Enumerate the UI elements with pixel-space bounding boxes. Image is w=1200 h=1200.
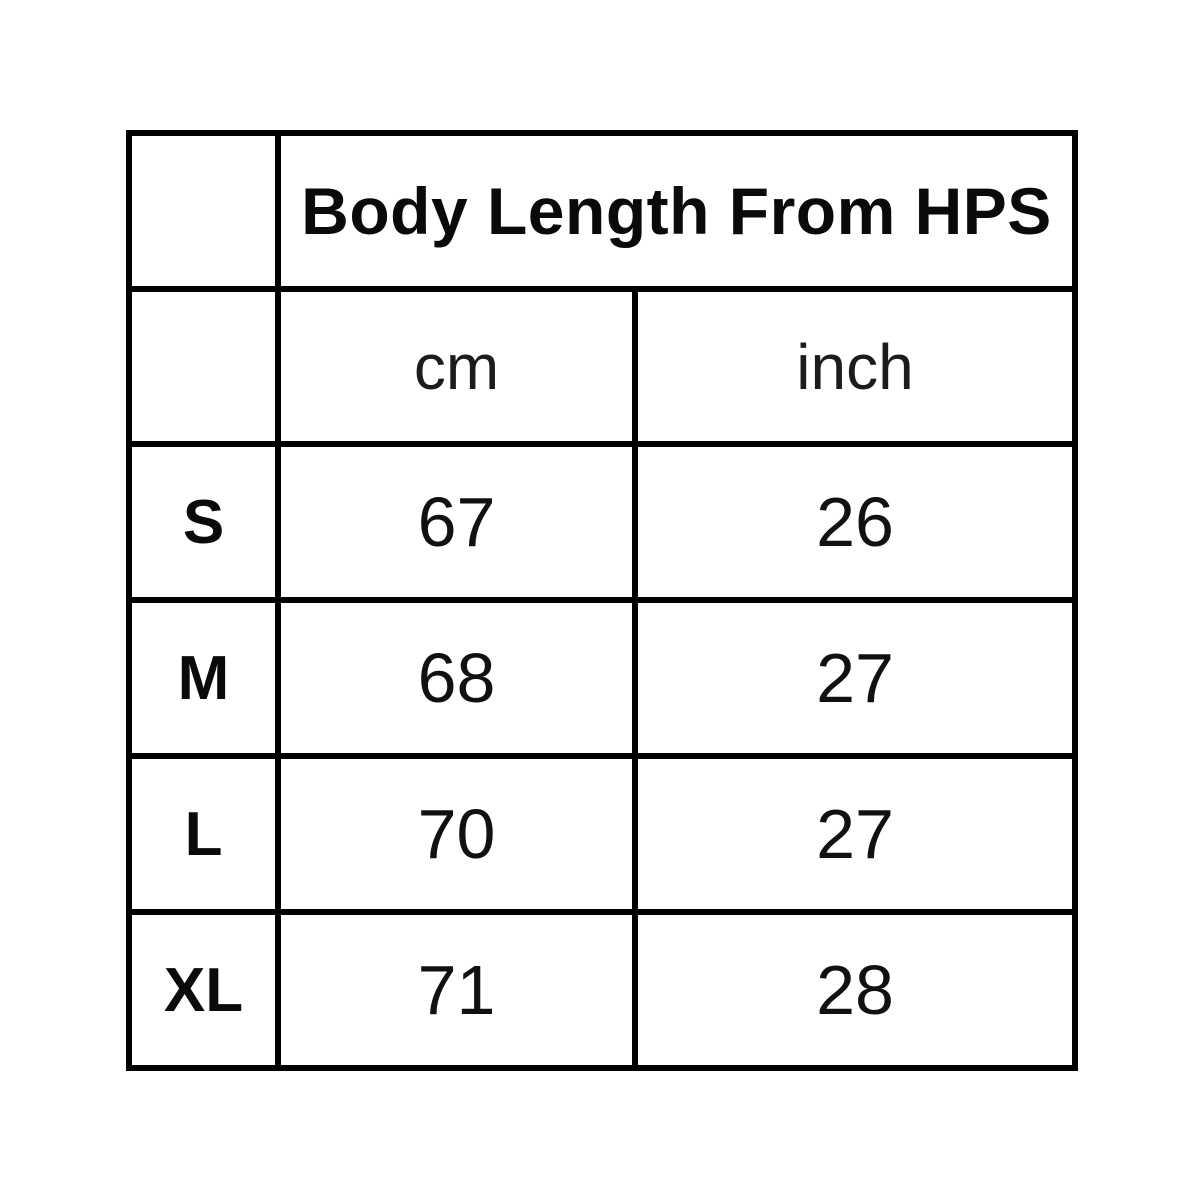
corner-spacer xyxy=(129,289,278,444)
size-label: S xyxy=(129,444,278,600)
cm-value: 68 xyxy=(278,600,635,756)
size-label: M xyxy=(129,600,278,756)
table-row-xl xyxy=(129,912,1075,1068)
chart-title: Body Length From HPS xyxy=(278,133,1075,289)
unit-header-cm: cm xyxy=(278,289,635,444)
inch-value: 27 xyxy=(635,756,1075,912)
size-label: XL xyxy=(129,912,278,1068)
size-label: L xyxy=(129,756,278,912)
unit-header-inch: inch xyxy=(635,289,1075,444)
unit-header-row xyxy=(129,289,1075,444)
inch-value: 27 xyxy=(635,600,1075,756)
cm-value: 71 xyxy=(278,912,635,1068)
inch-value: 26 xyxy=(635,444,1075,600)
corner-spacer xyxy=(129,133,278,289)
title-row xyxy=(129,133,1075,289)
cm-value: 70 xyxy=(278,756,635,912)
table-row-s xyxy=(129,444,1075,600)
table-row-l xyxy=(129,756,1075,912)
table-row-m xyxy=(129,600,1075,756)
size-chart-table xyxy=(126,130,1078,1071)
inch-value: 28 xyxy=(635,912,1075,1068)
cm-value: 67 xyxy=(278,444,635,600)
